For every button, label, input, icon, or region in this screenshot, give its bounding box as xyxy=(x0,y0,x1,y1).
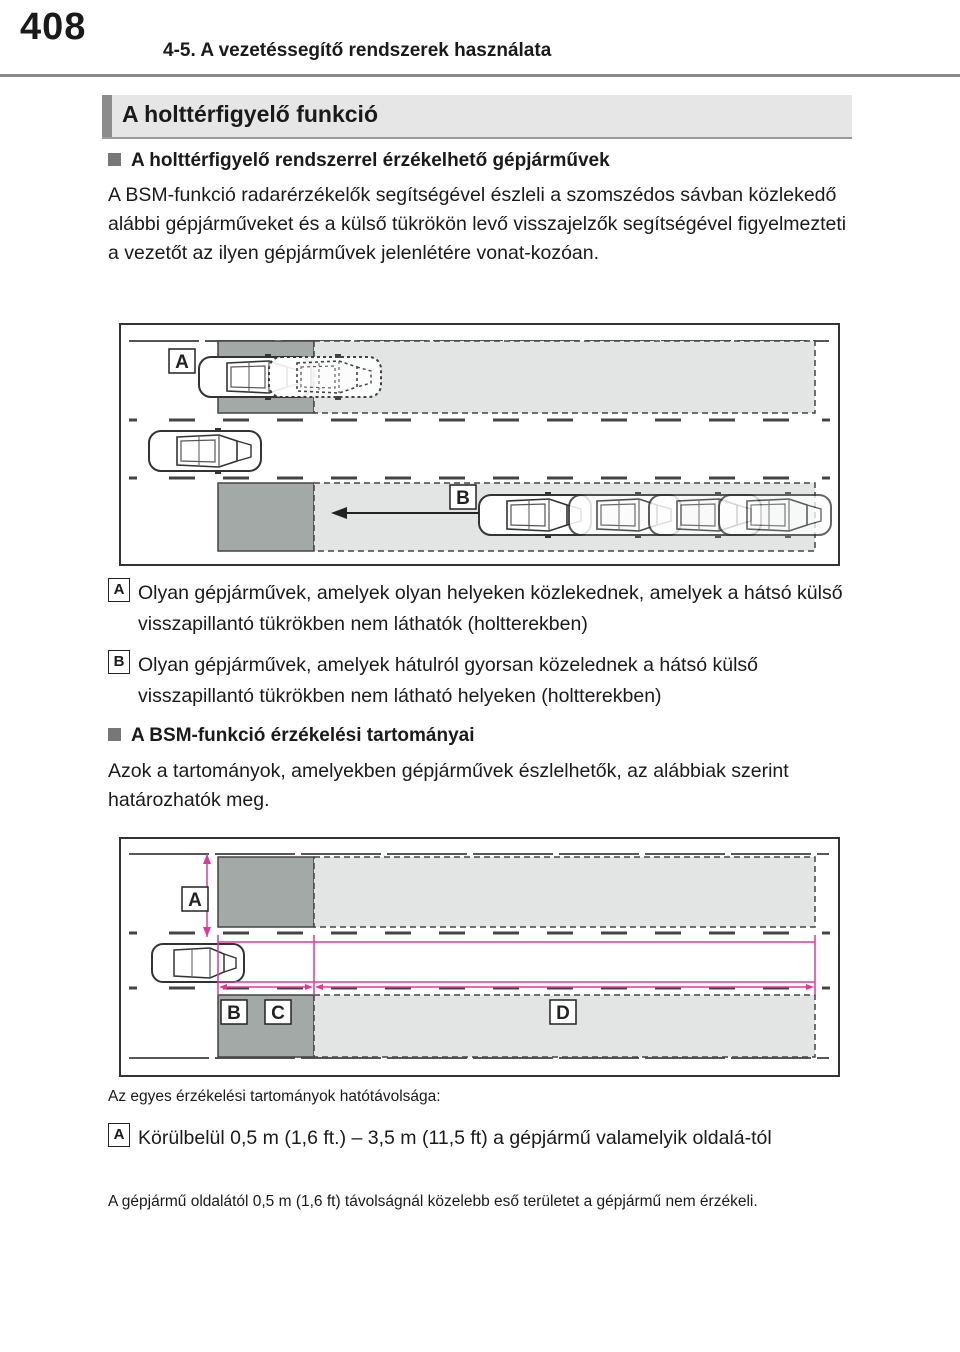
figure2-label-b: B xyxy=(227,1003,241,1024)
own-car xyxy=(152,944,244,982)
item-text: Olyan gépjárművek, amelyek hátulról gyorsan közelednek a hátsó külső visszapillantó tükrökben nem látható helyeken (holtterekben) xyxy=(138,654,759,707)
detection-range-figure xyxy=(119,837,840,1077)
ranges-paragraph: Azok a tartományok, amelyekben gépjárművek észlelhetők, az alábbiak szerint határozhatók meg. xyxy=(108,760,789,811)
figure2-label-c: C xyxy=(271,1003,285,1024)
subsection-heading-text: A BSM-funkció érzékelési tartományai xyxy=(131,725,475,746)
item-tag: A xyxy=(108,1123,130,1147)
item-tag: B xyxy=(108,650,130,674)
chapter-title: 4-5. A vezetéssegítő rendszerek használata xyxy=(163,40,552,61)
figure1-label-b: B xyxy=(456,488,470,509)
zone-a-light xyxy=(314,857,815,927)
car-in-blind-spot-ghost xyxy=(269,354,381,400)
subsection-heading-text: A holttérfigyelő rendszerrel érzékelhető gépjárművek xyxy=(131,150,610,171)
subsection-heading xyxy=(108,725,475,747)
square-bullet-icon xyxy=(108,153,121,166)
ranges-intro: Az egyes érzékelési tartományok hatótávolsága: xyxy=(108,1088,441,1105)
figure1-label-a: A xyxy=(175,352,189,373)
section-banner-bar xyxy=(102,95,112,137)
zone-b-dark xyxy=(218,483,314,551)
zone-a-light xyxy=(314,341,815,413)
figure2-label-a: A xyxy=(188,890,202,911)
approaching-car-ghost-3 xyxy=(719,492,831,538)
square-bullet-icon xyxy=(108,728,121,741)
item-tag: A xyxy=(108,578,130,602)
header-divider xyxy=(0,74,960,77)
page-number: 408 xyxy=(20,6,87,48)
blind-spot-figure xyxy=(119,323,840,566)
note-text: A gépjármű oldalától 0,5 m (1,6 ft) távolságnál közelebb eső területet a gépjármű nem érzékeli. xyxy=(108,1193,758,1210)
own-car xyxy=(149,428,261,474)
zone-a-dark xyxy=(218,857,314,927)
figure2-label-d: D xyxy=(556,1003,570,1024)
section-title: A holttérfigyelő funkció xyxy=(122,101,378,127)
subsection-heading xyxy=(108,150,610,172)
item-text: Körülbelül 0,5 m (1,6 ft.) – 3,5 m (11,5 ft) a gépjármű valamelyik oldalá-tól xyxy=(138,1127,772,1149)
section-banner xyxy=(102,95,852,139)
item-text: Olyan gépjárművek, amelyek olyan helyeken közlekednek, amelyek a hátsó külső visszapillantó tükrökben nem láthatók (holtterekben) xyxy=(138,582,843,635)
intro-paragraph: A BSM-funkció radarérzékelők segítségével észleli a szomszédos sávban közlekedő alábbi gépjárműveket és a külső tükrökön levő visszajelzők segítségével figyelmezteti a vezetőt az ilyen gépjárművek jelenlétére vonat-kozóan. xyxy=(108,184,847,264)
